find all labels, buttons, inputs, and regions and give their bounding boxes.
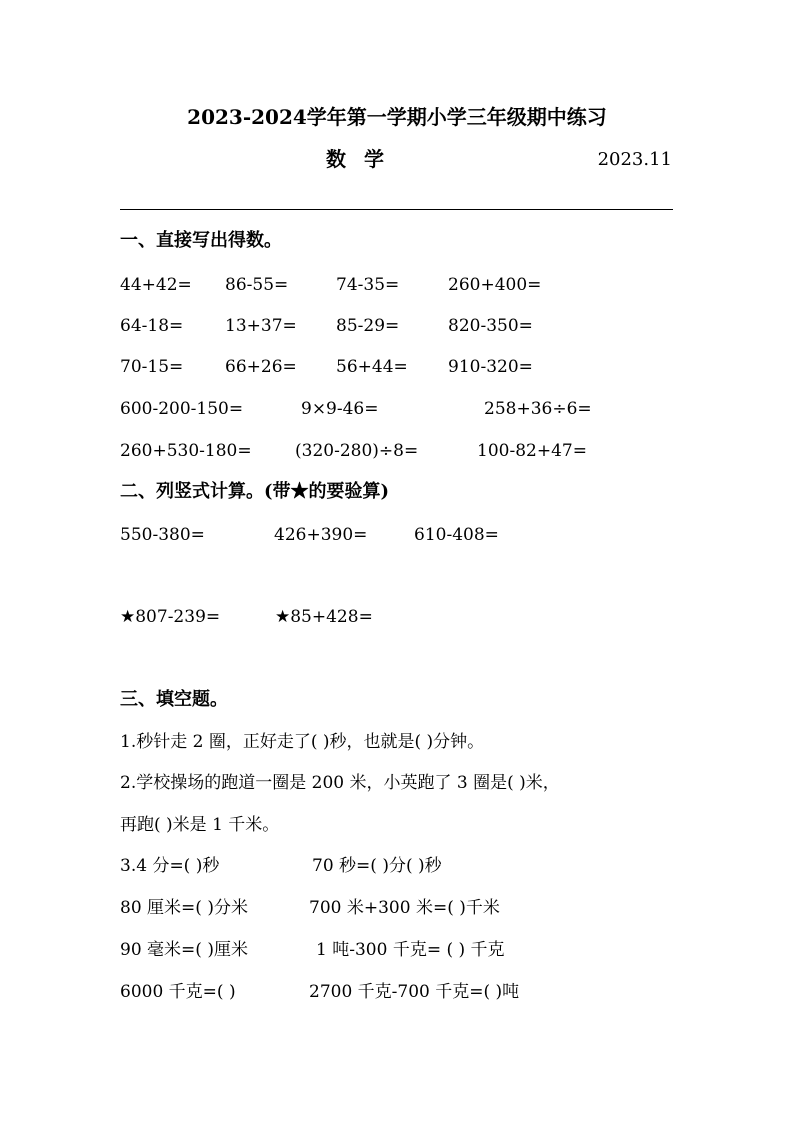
question-3-1: 1.秒针走 2 圈，正好走了( )秒，也就是( )分钟。 [120, 732, 485, 752]
problem-1-17: (320-280)÷8= [295, 441, 419, 461]
problem-1-10: 66+26= [225, 357, 297, 377]
problem-1-18: 100-82+47= [477, 441, 587, 461]
page-title: 2023-2024学年第一学期小学三年级期中练习 [187, 105, 607, 129]
problem-1-15: 258+36÷6= [484, 399, 592, 419]
section-1-heading: 一、直接写出得数。 [120, 230, 282, 251]
problem-1-11: 56+44= [336, 357, 408, 377]
problem-2-5: ★85+428= [275, 607, 373, 627]
section-2-heading: 二、列竖式计算。(带★的要验算) [120, 481, 390, 502]
problem-1-9: 70-15= [120, 357, 184, 377]
problem-2-2: 426+390= [274, 525, 368, 545]
problem-1-6: 13+37= [225, 316, 297, 336]
problem-1-12: 910-320= [448, 357, 533, 377]
section-3-heading: 三、填空题。 [120, 689, 228, 710]
question-3-2-continued: 再跑( )米是 1 千米。 [120, 815, 280, 835]
problem-1-13: 600-200-150= [120, 399, 244, 419]
question-3-3-a: 3.4 分=( )秒 [120, 856, 220, 876]
date-label: 2023.11 [597, 149, 672, 170]
question-3-3-d: 700 米+300 米=( )千米 [309, 898, 500, 918]
question-3-3-b: 70 秒=( )分( )秒 [312, 856, 442, 876]
problem-1-7: 85-29= [336, 316, 400, 336]
problem-1-5: 64-18= [120, 316, 184, 336]
question-3-3-g: 6000 千克=( ) [120, 982, 236, 1002]
problem-1-8: 820-350= [448, 316, 533, 336]
problem-1-16: 260+530-180= [120, 441, 252, 461]
problem-1-4: 260+400= [448, 275, 542, 295]
subject-label: 数学 [326, 147, 402, 171]
problem-1-1: 44+42= [120, 275, 192, 295]
question-3-3-h: 2700 千克-700 千克=( )吨 [309, 982, 520, 1002]
question-3-3-c: 80 厘米=( )分米 [120, 898, 248, 918]
header-divider [120, 209, 673, 210]
question-3-3-f: 1 吨-300 千克= ( ) 千克 [316, 940, 505, 960]
question-3-2: 2.学校操场的跑道一圈是 200 米，小英跑了 3 圈是( )米， [120, 773, 560, 793]
question-3-3-e: 90 毫米=( )厘米 [120, 940, 248, 960]
problem-1-3: 74-35= [336, 275, 400, 295]
problem-1-14: 9×9-46= [301, 399, 379, 419]
problem-2-4: ★807-239= [120, 607, 221, 627]
problem-2-3: 610-408= [414, 525, 499, 545]
problem-2-1: 550-380= [120, 525, 205, 545]
problem-1-2: 86-55= [225, 275, 289, 295]
